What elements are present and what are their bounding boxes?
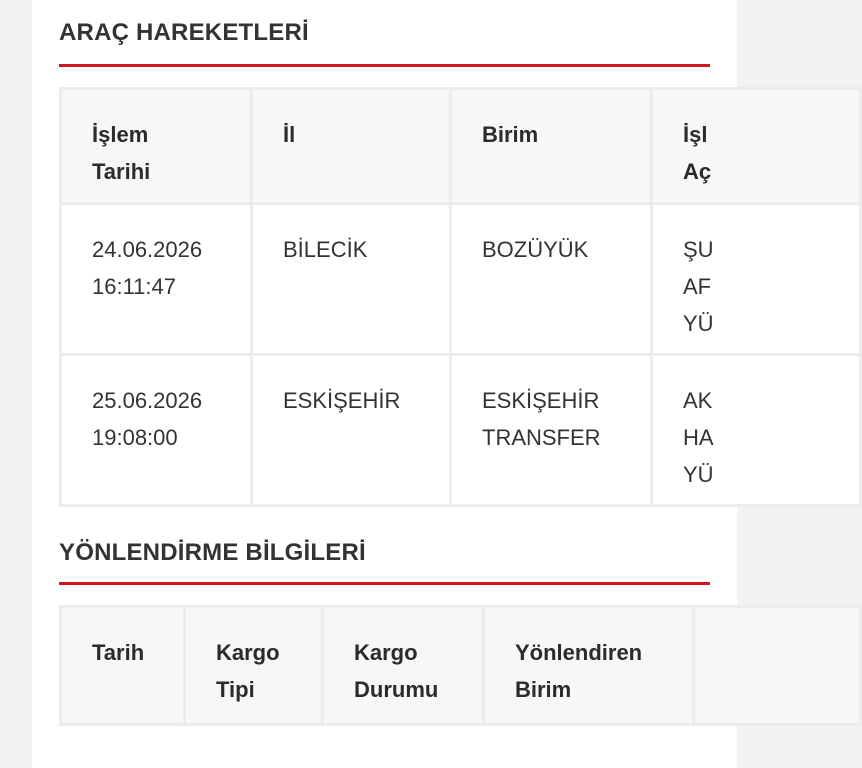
arac-hareketleri-title: ARAÇ HAREKETLERİ <box>59 19 309 46</box>
arac-table-container[interactable] <box>59 87 714 507</box>
cell-birim: ESKİŞEHİR TRANSFER <box>451 355 652 506</box>
cell-date: 24.06.2026 16:11:47 <box>61 204 252 355</box>
table-row <box>61 355 861 506</box>
table-header-row <box>61 607 861 725</box>
yonlendirme-bilgileri-title: YÖNLENDİRME BİLGİLERİ <box>59 539 366 566</box>
header-tarih: Tarih <box>61 607 185 725</box>
header-kargo-tipi: Kargo Tipi <box>185 607 323 725</box>
header-islem-tarihi: İşlem Tarihi <box>61 89 252 204</box>
yonlendirme-title-underline <box>59 582 710 585</box>
header-next-column <box>694 607 861 725</box>
table-row <box>61 204 861 355</box>
cell-aciklama: AK HA YÜ <box>652 355 861 506</box>
header-kargo-durumu: Kargo Durumu <box>323 607 484 725</box>
header-birim: Birim <box>451 89 652 204</box>
cell-aciklama: ŞU AF YÜ <box>652 204 861 355</box>
cell-date: 25.06.2026 19:08:00 <box>61 355 252 506</box>
content-card <box>32 0 737 768</box>
header-islem-aciklama: İşl Aç <box>652 89 861 204</box>
arac-hareketleri-table <box>59 87 862 507</box>
cell-birim: BOZÜYÜK <box>451 204 652 355</box>
yonlendirme-table-container[interactable] <box>59 605 710 720</box>
table-header-row <box>61 89 861 204</box>
cell-il: ESKİŞEHİR <box>252 355 451 506</box>
arac-title-underline <box>59 64 710 67</box>
cell-il: BİLECİK <box>252 204 451 355</box>
header-yonlendiren-birim: Yönlendiren Birim <box>484 607 694 725</box>
yonlendirme-table <box>59 605 862 726</box>
header-il: İl <box>252 89 451 204</box>
